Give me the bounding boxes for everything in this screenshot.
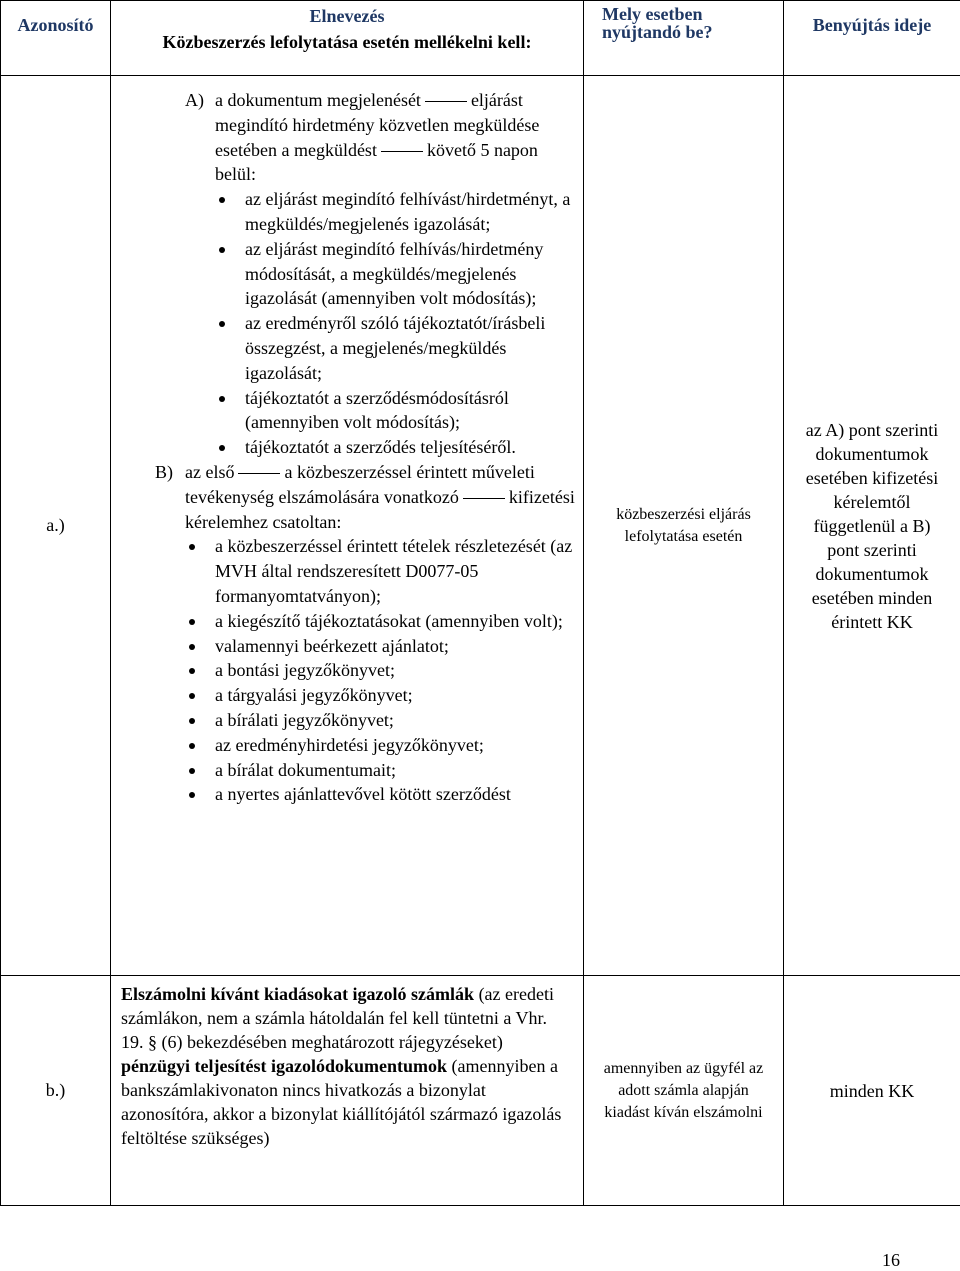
header-id: Azonosító xyxy=(1,1,111,76)
row-a-id: a.) xyxy=(1,76,111,976)
em-dash xyxy=(425,101,467,102)
part-b-letter: B) xyxy=(155,461,173,482)
list-item: a közbeszerzéssel érintett tételek részletezését (az MVH által rendszeresített D0077-05 formanyomtatványon); xyxy=(185,534,577,608)
table-row-b xyxy=(1,976,960,1206)
list-item: az eredményről szóló tájékoztatót/írásbeli összegzést, a megjelenés/megküldés igazolását; xyxy=(215,311,577,385)
header-row xyxy=(1,1,960,76)
header-name xyxy=(111,1,584,76)
list-item: a bírálat dokumentumait; xyxy=(185,758,577,783)
part-a-intro-3: követő 5 napon belül: xyxy=(215,139,538,185)
list-item: valamennyi beérkezett ajánlatot; xyxy=(185,634,577,659)
row-b-bold-2: pénzügyi teljesítést igazolódokumentumok xyxy=(121,1056,447,1076)
part-a-intro-2: eljárást megindító hirdetmény közvetlen megküldése esetében a megküldést xyxy=(215,90,540,160)
list-item: az eljárást megindító felhívást/hirdetményt, a megküldés/megjelenés igazolását; xyxy=(215,187,577,237)
part-b-list xyxy=(185,534,577,807)
list-item: tájékoztatót a szerződés teljesítéséről. xyxy=(215,435,577,460)
table-row-a xyxy=(1,76,960,976)
list-item: az eredményhirdetési jegyzőkönyvet; xyxy=(185,733,577,758)
row-b-text-2: (amennyiben a bankszámlakivonaton nincs hivatkozás a bizonylat azonosítóra, akkor a bizonylat kiállítójától származó igazolás feltöltése szükséges) xyxy=(121,1056,562,1148)
row-b-text-1: (az eredeti számlákon, nem a számla hátoldalán fel kell tüntetni a Vhr. 19. § (6) bekezdésében meghatározott rájegyzéseket) xyxy=(121,984,554,1052)
part-b-intro-2: a közbeszerzéssel érintett műveleti tevékenység elszámolására vonatkozó xyxy=(185,461,535,507)
em-dash xyxy=(381,151,423,152)
part-b-intro-1: az első xyxy=(185,461,235,482)
page-number: 16 xyxy=(882,1250,900,1270)
part-a xyxy=(185,88,577,460)
part-a-letter: A) xyxy=(185,90,204,110)
list-item: a tárgyalási jegyzőkönyvet; xyxy=(185,683,577,708)
row-a-deadline: az A) pont szerinti dokumentumok esetében kifizetési kérelemtől függetlenül a B) pont szerinti dokumentumok esetében minden érintett KK xyxy=(784,76,960,976)
em-dash xyxy=(463,498,505,499)
row-b-name xyxy=(111,976,584,1206)
list-item: a nyertes ajánlattevővel kötött szerződést xyxy=(185,782,577,807)
list-item: a kiegészítő tájékoztatásokat (amennyiben volt); xyxy=(185,609,577,634)
row-b-when: amennyiben az ügyfél az adott számla alapján kiadást kíván elszámolni xyxy=(584,976,784,1206)
row-a-when: közbeszerzési eljárás lefolytatása esetén xyxy=(584,76,784,976)
header-name-sub: Közbeszerzés lefolytatása esetén mellékelni kell: xyxy=(162,32,532,52)
header-deadline: Benyújtás ideje xyxy=(784,1,960,76)
row-a-name xyxy=(111,76,584,976)
row-b-deadline: minden KK xyxy=(784,976,960,1206)
part-b xyxy=(155,460,577,807)
row-b-id: b.) xyxy=(1,976,111,1206)
part-a-intro-1: a dokumentum megjelenését xyxy=(215,90,421,110)
list-item: a bontási jegyzőkönyvet; xyxy=(185,658,577,683)
part-a-list xyxy=(215,187,577,460)
header-name-label: Elnevezés xyxy=(309,6,385,26)
list-item: tájékoztatót a szerződésmódosításról (amennyiben volt módosítás); xyxy=(215,386,577,436)
header-when: Mely esetben nyújtandó be? xyxy=(584,1,784,76)
list-item: az eljárást megindító felhívás/hirdetmény módosítását, a megküldés/megjelenés igazolását (amennyiben volt módosítás); xyxy=(215,237,577,311)
em-dash xyxy=(238,473,280,474)
list-item: a bírálati jegyzőkönyvet; xyxy=(185,708,577,733)
row-b-bold-1: Elszámolni kívánt kiadásokat igazoló számlák xyxy=(121,984,475,1004)
part-b-intro-3: kifizetési kérelemhez csatoltan: xyxy=(185,486,575,532)
